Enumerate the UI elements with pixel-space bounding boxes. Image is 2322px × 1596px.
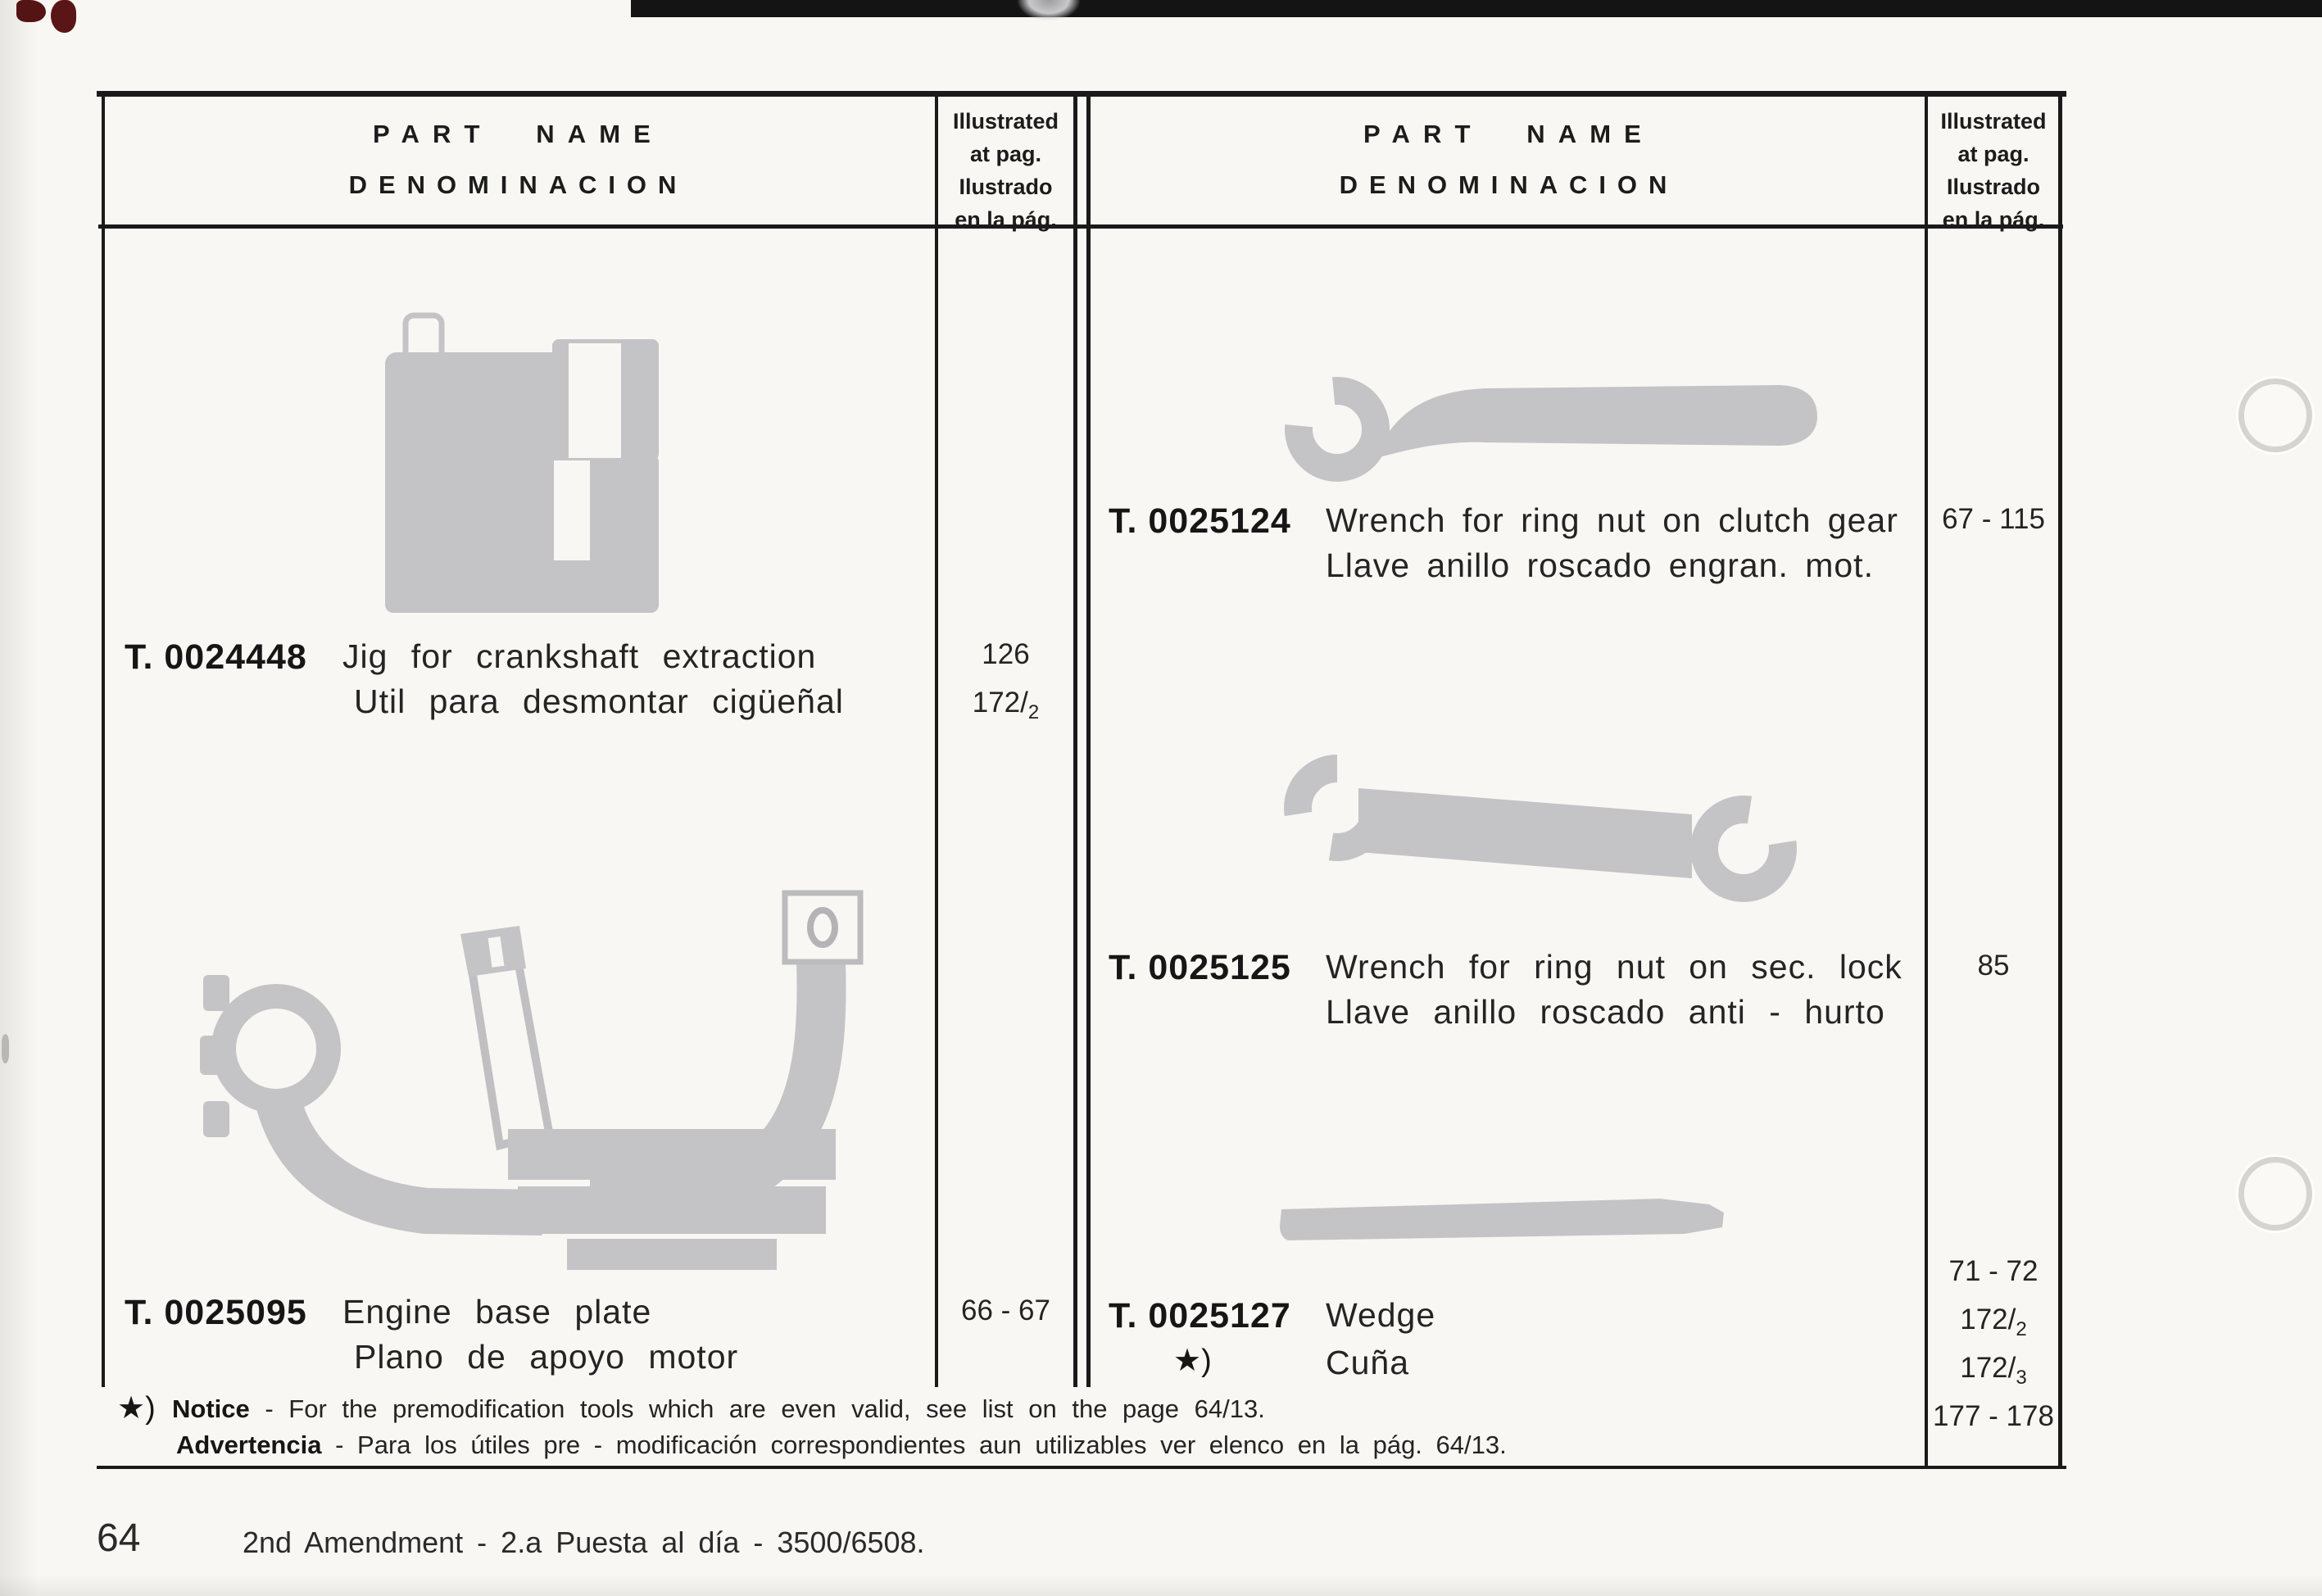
scan-top-bar	[631, 0, 2322, 17]
wedge-illustration	[1275, 1195, 1734, 1245]
part-name-en: Wrench for ring nut on sec. lock	[1326, 948, 1902, 986]
part-name-es: Llave anillo roscado engran. mot.	[1326, 546, 1874, 584]
part-name-es: Llave anillo roscado anti - hurto	[1326, 993, 1885, 1031]
illustrated-pages	[1928, 950, 2059, 987]
right-illustrated-header: Illustrated at pag. Ilustrado en la pág.	[1940, 109, 2047, 232]
red-stamp-mark	[16, 0, 46, 22]
part-name-header-es: DENOMINACION	[1339, 170, 1679, 199]
illustrated-pages	[1928, 1252, 2059, 1445]
page-ref: 85	[1977, 950, 2010, 982]
page-ref: 71 - 72	[1948, 1255, 2039, 1287]
page-ref: $172/_2$	[1960, 1304, 2027, 1340]
left-table-header	[102, 120, 935, 200]
header-underline	[98, 224, 2063, 229]
page-ref: 126	[982, 638, 1030, 670]
part-name-en: Jig for crankshaft extraction	[342, 637, 817, 675]
part-name-en: Wrench for ring nut on clutch gear	[1326, 501, 1898, 539]
engine-base-plate-illustration	[164, 860, 901, 1270]
premodification-star: ★)	[1173, 1344, 1212, 1378]
page-ref: $172/_3$	[1960, 1352, 2027, 1389]
illustrated-pages	[938, 1294, 1073, 1332]
notice-en	[172, 1394, 1265, 1424]
part-number: T. 0024448	[125, 637, 307, 677]
left-illustrated-header: Illustrated at pag. Ilustrado en la pág.	[952, 109, 1059, 232]
notice-en-label: Notice	[172, 1394, 250, 1423]
part-name-en: Engine base plate	[342, 1293, 652, 1331]
hole-punch	[2238, 1157, 2312, 1231]
part-name-es: Cuña	[1326, 1344, 1410, 1381]
hole-punch	[2238, 379, 2312, 452]
part-number: T. 0025127	[1109, 1296, 1291, 1335]
part-name-header-en: PART NAME	[1363, 120, 1654, 148]
part-name-es: Util para desmontar cigüeñal	[354, 682, 844, 720]
table-bottom-border	[97, 1466, 2066, 1469]
left-pages-divider	[935, 91, 938, 1387]
scan-notch-shadow	[1006, 0, 1091, 48]
notice-es-text: - Para los útiles pre - modificación correspondientes aun utilizables ver elenco en la pág. 64/13.	[335, 1431, 1507, 1459]
crankshaft-extraction-jig-illustration	[311, 270, 680, 619]
part-name-en: Wedge	[1326, 1296, 1436, 1334]
notice-star: ★)	[117, 1391, 156, 1426]
table-top-border	[97, 91, 2066, 97]
notice-es	[176, 1431, 1507, 1460]
page-ref: $172/_2$	[972, 687, 1040, 723]
part-name-header-en: PART NAME	[373, 120, 664, 148]
right-table-header	[1093, 120, 1925, 200]
center-double-line-b	[1086, 91, 1091, 1387]
notice-en-text: - For the premodification tools which are even valid, see list on the page 64/13.	[265, 1394, 1265, 1423]
notice-es-label: Advertencia	[176, 1431, 322, 1459]
scan-edge-tick	[2, 1034, 9, 1063]
part-number: T. 0025095	[125, 1293, 307, 1332]
part-name-es: Plano de apoyo motor	[354, 1338, 739, 1376]
part-name-header-es: DENOMINACION	[348, 170, 688, 199]
table-left-border	[102, 91, 105, 1387]
hook-wrench-illustration	[1213, 302, 1868, 490]
page-ref: 67 - 115	[1942, 503, 2045, 535]
center-double-line-a	[1073, 91, 1077, 1387]
double-hook-wrench-illustration	[1213, 719, 1868, 920]
page-number: 64	[97, 1517, 141, 1560]
footer-amendment-text: 2nd Amendment - 2.a Puesta al día - 3500/6508.	[243, 1526, 925, 1559]
page-ref: 177 - 178	[1933, 1400, 2054, 1432]
page-ref: 66 - 67	[961, 1294, 1050, 1326]
part-number: T. 0025125	[1109, 948, 1291, 987]
illustrated-pages	[1928, 503, 2059, 541]
illustrated-pages	[938, 635, 1073, 732]
part-number: T. 0025124	[1109, 501, 1291, 541]
red-stamp-mark	[51, 0, 76, 33]
